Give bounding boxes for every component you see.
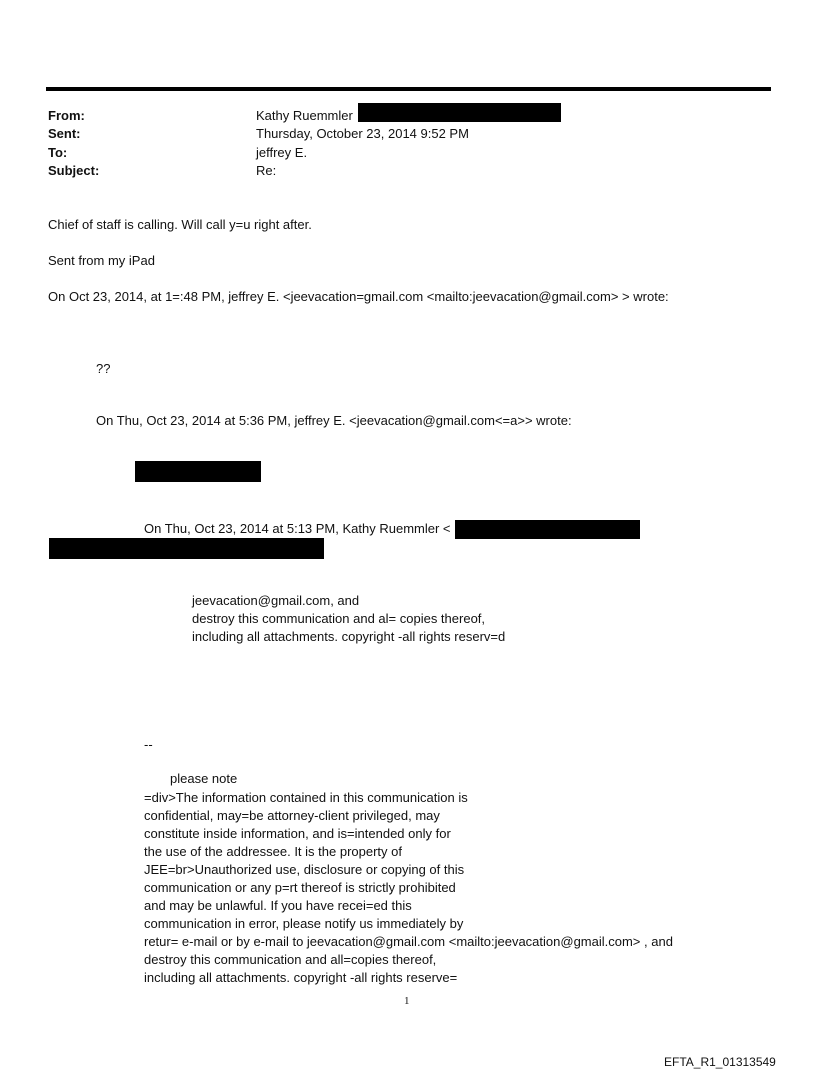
redaction-block (455, 520, 640, 539)
please-note: please note (170, 771, 238, 786)
disclaimer-line: confidential, may=be attorney-client privileged, may (144, 808, 440, 823)
from-value: Kathy Ruemmler (256, 108, 353, 123)
disclaimer-line: =div>The information contained in this communication is (144, 790, 468, 805)
disclaimer-line: the use of the addressee. It is the property of (144, 844, 402, 859)
quoted-line: ?? (96, 361, 111, 376)
subject-label: Subject: (48, 163, 100, 178)
signature-dash: -- (144, 737, 153, 752)
quoted-line: On Thu, Oct 23, 2014 at 5:13 PM, Kathy Ruemmler < (144, 521, 451, 536)
disclaimer-line: jeevacation@gmail.com, and (192, 593, 360, 608)
disclaimer-line: destroy this communication and all=copies thereof, (144, 952, 437, 967)
body-line: Chief of staff is calling. Will call y=u right after. (48, 217, 312, 232)
body-line: On Oct 23, 2014, at 1=:48 PM, jeffrey E. <jeevacation=gmail.com <mailto:jeevacation@gmail.com> > wrote: (48, 289, 669, 304)
disclaimer-line: communication or any p=rt thereof is strictly prohibited (144, 880, 456, 895)
body-line: Sent from my iPad (48, 253, 155, 268)
disclaimer-line: including all attachments. copyright -all rights reserve= (144, 970, 458, 985)
from-label: From: (48, 108, 85, 123)
to-value: jeffrey E. (256, 145, 308, 160)
disclaimer-long (144, 789, 673, 987)
disclaimer-line: and may be unlawful. If you have recei=ed this (144, 898, 412, 913)
redaction-block (49, 538, 324, 559)
page-number: 1 (404, 995, 410, 1007)
document-id: EFTA_R1_01313549 (664, 1055, 776, 1069)
disclaimer-line: JEE=br>Unauthorized use, disclosure or copying of this (144, 862, 465, 877)
subject-value: Re: (256, 163, 277, 178)
sent-label: Sent: (48, 126, 81, 141)
quoted-line: On Thu, Oct 23, 2014 at 5:36 PM, jeffrey E. <jeevacation@gmail.com<=a>> wrote: (96, 413, 572, 428)
disclaimer-short (192, 592, 505, 646)
redaction-block (358, 103, 561, 122)
redaction-block (135, 461, 261, 482)
disclaimer-line: retur= e-mail or by e-mail to jeevacation@gmail.com <mailto:jeevacation@gmail.com> , and (144, 934, 673, 949)
disclaimer-line: communication in error, please notify us immediately by (144, 916, 464, 931)
disclaimer-line: constitute inside information, and is=intended only for (144, 826, 451, 841)
header-rule (46, 87, 771, 91)
sent-value: Thursday, October 23, 2014 9:52 PM (256, 126, 469, 141)
disclaimer-line: including all attachments. copyright -all rights reserv=d (192, 629, 506, 644)
disclaimer-line: destroy this communication and al= copies thereof, (192, 611, 486, 626)
to-label: To: (48, 145, 68, 160)
